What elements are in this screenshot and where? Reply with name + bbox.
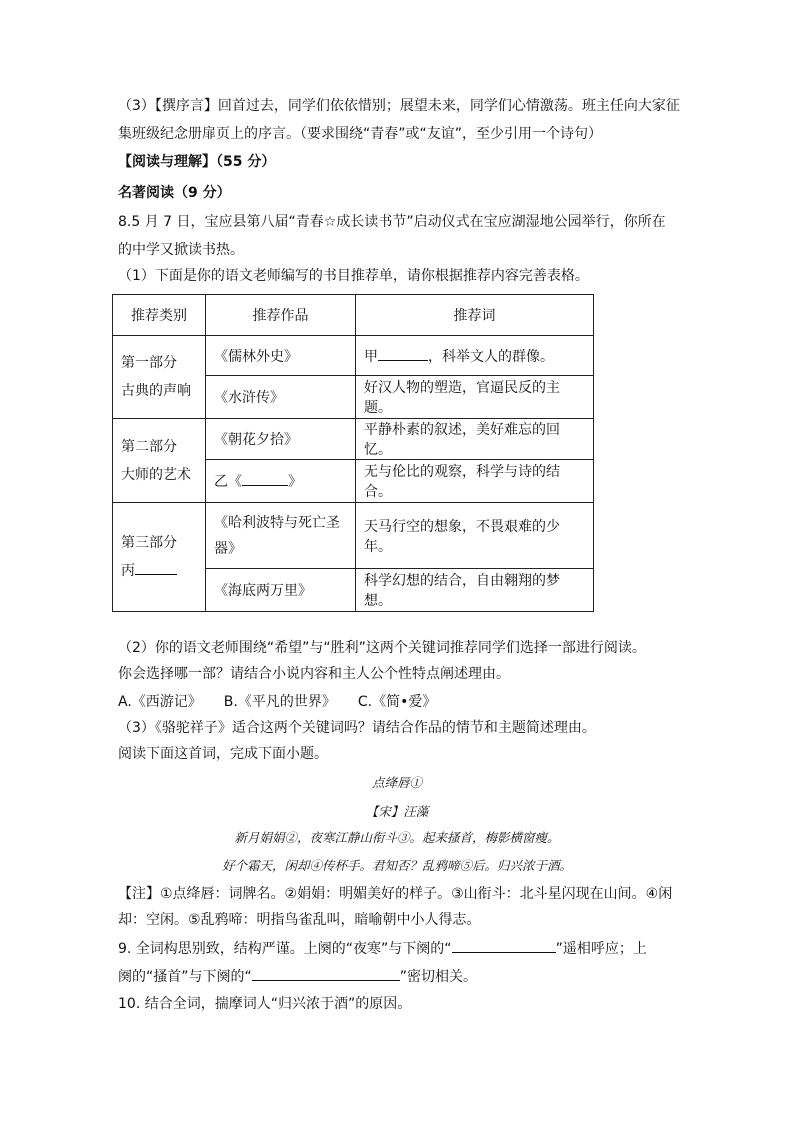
poem-line2: 好个霜天，闲却④传杯手。君知否？乱鸦啼⑤后。归兴浓于酒。 xyxy=(221,858,572,873)
q9-blank-1[interactable] xyxy=(452,938,556,953)
header-category: 推荐类别 xyxy=(113,295,206,336)
q10-line1: 10. 结合全词，揣摩词人“归兴浓于酒”的原因。 xyxy=(118,996,412,1012)
options-row xyxy=(118,692,436,712)
rec-rulin: 甲 ，科举文人的群像。 xyxy=(356,336,594,376)
blank-jia[interactable] xyxy=(378,346,428,361)
notes-line1: 【注】①点绛唇：词牌名。②娟娟：明媚美好的样子。③山衔斗：北斗星闪现在山间。④闲 xyxy=(118,886,673,902)
rec-shuihu: 好汉人物的塑造，官逼民反的主题。 xyxy=(356,376,594,419)
q8-line1: 8.5 月 7 日，宝应县第八届“青春☆成长读书节”启动仪式在宝应湖湿地公园举行，你所在 xyxy=(118,214,666,230)
q8-line2: 的中学又掀读书热。 xyxy=(118,242,244,258)
category-part3: 第三部分 丙 xyxy=(113,503,206,612)
poem-intro: 阅读下面这首词，完成下面小题。 xyxy=(118,746,328,762)
category-part2: 第二部分 大师的艺术 xyxy=(113,419,206,503)
q3-line2: 集班级纪念册扉页上的序言。（要求围绕“青春”或“友谊”，至少引用一个诗句） xyxy=(118,126,603,142)
blank-yi[interactable] xyxy=(242,471,288,486)
work-haidi: 《海底两万里》 xyxy=(206,569,356,612)
option-a: A.《西游记》 xyxy=(118,694,202,710)
blank-bing[interactable] xyxy=(135,560,177,575)
rec-haidi: 科学幻想的结合，自由翱翔的梦想。 xyxy=(356,569,594,612)
work-harry-potter: 《哈利波特与死亡圣 器》 xyxy=(206,503,356,569)
table-row xyxy=(113,419,594,460)
rec-zhaohua: 平静朴素的叙述，美好难忘的回忆。 xyxy=(356,419,594,460)
category-part1: 第一部分 古典的声响 xyxy=(113,336,206,419)
q8-sub2-line1: （2）你的语文老师围绕“希望”与“胜利”这两个关键词推荐同学们选择一部进行阅读。 xyxy=(118,640,646,656)
option-b: B.《平凡的世界》 xyxy=(223,694,336,710)
work-zhaohua: 《朝花夕拾》 xyxy=(206,419,356,460)
option-c: C.《简•爱》 xyxy=(357,694,437,710)
q8-sub3: （3）《骆驼祥子》适合这两个关键词吗？请结合作品的情节和主题简述理由。 xyxy=(118,720,596,736)
work-shuihu: 《水浒传》 xyxy=(206,376,356,419)
table-header-row xyxy=(113,295,594,336)
q9-line1: 9. 全词构思别致，结构严谨。上阕的“夜寒”与下阕的“ ”遥相呼应；上 xyxy=(118,938,647,959)
poem-author: 【宋】汪藻 xyxy=(365,804,429,819)
poem-line1: 新月娟娟②，夜寒江静山衔斗③。起来搔首，梅影横窗瘦。 xyxy=(234,830,560,845)
poem-title: 点绛唇① xyxy=(371,775,422,790)
notes-line2: 却：空闲。⑤乱鸦啼：明指鸟雀乱叫，暗喻朝中小人得志。 xyxy=(118,912,481,928)
header-work: 推荐作品 xyxy=(206,295,356,336)
header-recommendation: 推荐词 xyxy=(356,295,594,336)
book-recommendation-table xyxy=(112,294,594,612)
rec-yi: 无与伦比的观察，科学与诗的结合。 xyxy=(356,460,594,503)
q8-sub2-line2: 你会选择哪一部？请结合小说内容和主人公个性特点阐述理由。 xyxy=(118,666,510,682)
work-rulin: 《儒林外史》 xyxy=(206,336,356,376)
q9-line2: 阕的“搔首”与下阕的“ ”密切相关。 xyxy=(118,966,477,987)
rec-harry-potter: 天马行空的想象，不畏艰难的少年。 xyxy=(356,503,594,569)
q8-sub1: （1）下面是你的语文老师编写的书目推荐单，请你根据推荐内容完善表格。 xyxy=(118,268,589,284)
section-classics-heading: 名著阅读（9 分） xyxy=(118,185,231,201)
section-reading-heading: 【阅读与理解】（55 分） xyxy=(118,154,276,170)
q9-blank-2[interactable] xyxy=(252,966,400,981)
table-row xyxy=(113,503,594,569)
table-row xyxy=(113,336,594,376)
q3-line1: （3）【撰序言】回首过去，同学们依依惜别；展望未来，同学们心情激荡。班主任向大家征 xyxy=(118,98,680,114)
work-yi: 乙《 》 xyxy=(206,460,356,503)
